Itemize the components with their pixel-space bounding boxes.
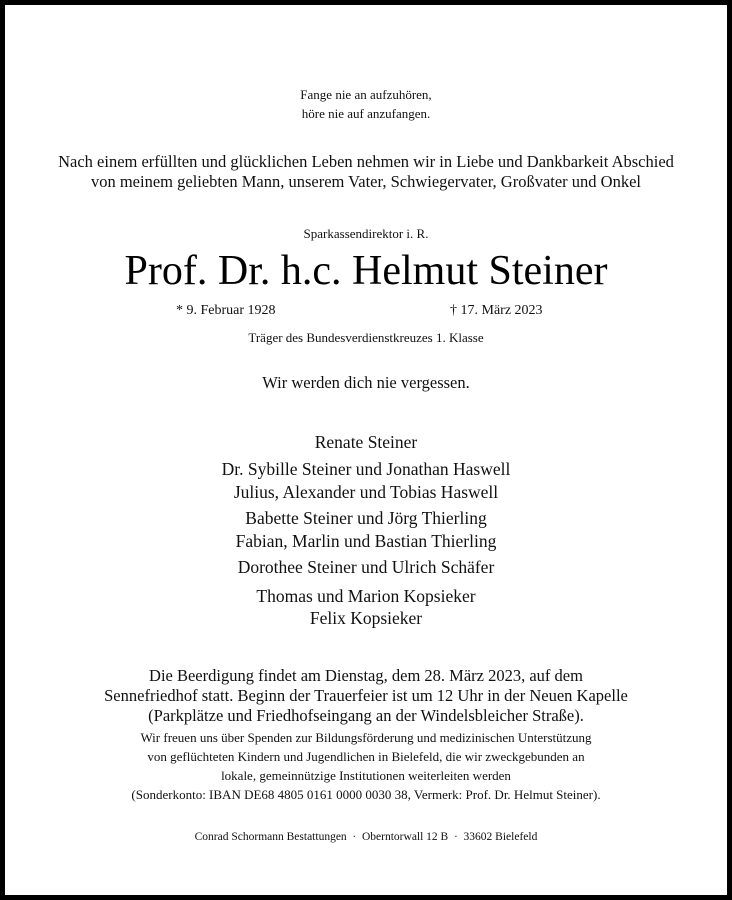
mourner: Dr. Sybille Steiner und Jonathan Haswell [221,459,511,479]
motto-line-1: Fange nie an aufzuhören, [300,87,432,102]
birth-date: * 9. Februar 1928 [176,303,276,318]
intro-line-1: Nach einem erfüllten und glücklichen Leben nehmen wir in Liebe und Dankbarkeit Abschied [58,152,674,171]
mourner: Felix Kopsieker [309,608,423,628]
death-date: † 17. März 2023 [450,303,543,318]
motto-line-2: höre nie auf anzufangen. [301,106,431,121]
honor: Träger des Bundesverdienstkreuzes 1. Klasse [248,330,484,345]
donation-line: (Sonderkonto: IBAN DE68 4805 0161 0000 0030 38, Vermerk: Prof. Dr. Helmut Steiner). [131,787,601,802]
farewell: Wir werden dich nie vergessen. [262,373,470,392]
donation-line: lokale, gemeinnützige Institutionen weiterleiten werden [221,768,511,783]
intro-line-2: von meinem geliebten Mann, unserem Vater, Schwiegervater, Großvater und Onkel [90,172,642,191]
profession: Sparkassendirektor i. R. [303,226,429,241]
funeral-line: Die Beerdigung findet am Dienstag, dem 28. März 2023, auf dem [149,666,583,685]
mourner: Dorothee Steiner und Ulrich Schäfer [237,557,495,577]
donation-line: von geflüchteten Kindern und Jugendlichen in Bielefeld, die wir zweckgebunden an [147,749,585,764]
mourner: Babette Steiner und Jörg Thierling [245,508,487,528]
funeral-line: Sennefriedhof statt. Beginn der Trauerfeier ist um 12 Uhr in der Neuen Kapelle [104,686,628,705]
deceased-name: Prof. Dr. h.c. Helmut Steiner [124,248,608,294]
mourner: Renate Steiner [314,432,418,452]
mourner: Julius, Alexander und Tobias Haswell [233,482,499,502]
funeral-line: (Parkplätze und Friedhofseingang an der Windelsbleicher Straße). [148,706,584,725]
funeral-home-footer: Conrad Schormann Bestattungen · Oberntorwall 12 B · 33602 Bielefeld [194,831,538,843]
donation-line: Wir freuen uns über Spenden zur Bildungsförderung und medizinischen Unterstützung [140,730,592,745]
mourner: Fabian, Marlin und Bastian Thierling [235,531,497,551]
mourner: Thomas und Marion Kopsieker [256,586,476,606]
